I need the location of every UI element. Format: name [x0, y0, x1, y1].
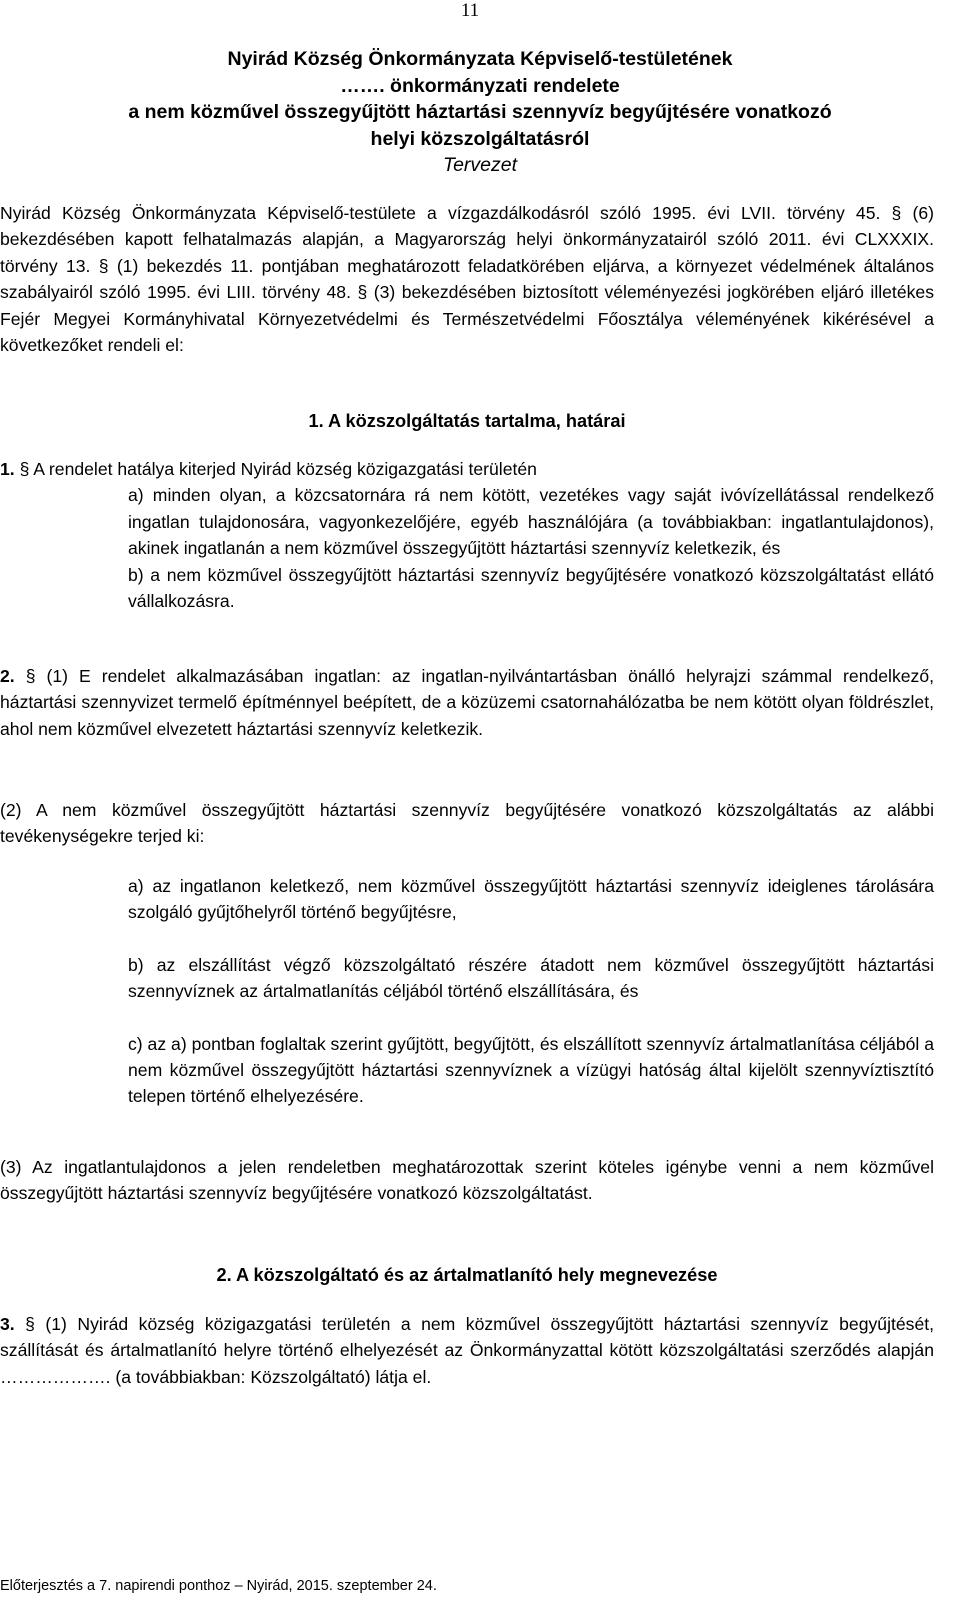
- footer-note: Előterjesztés a 7. napirendi ponthoz – Nyirád, 2015. szeptember 24.: [0, 1578, 437, 1594]
- paragraph-2: [0, 663, 934, 742]
- paragraph-2-text: § (1) E rendelet alkalmazásában ingatlan: az ingatlan-nyilvántartásban önálló helyrajzi számmal rendelkező, háztartási szennyvizet termelő építménnyel beépített, de a közüzemi csatornahálózatba be nem kötött olyan földrészlet, ahol nem közművel elvezetett háztartási szennyvíz keletkezik.: [0, 666, 935, 739]
- paragraph-2-3-text: (3) Az ingatlantulajdonos a jelen rendeletben meghatározottak szerint köteles igénybe venni a nem közművel összegyűjtött háztartási szennyvíz begyűjtésére vonatkozó közszolgáltatást.: [0, 1157, 934, 1204]
- paragraph-3: [0, 1311, 934, 1390]
- paragraph-1: [0, 456, 934, 614]
- draft-label: Tervezet: [442, 154, 518, 176]
- title-line-4: helyi közszolgáltatásról: [370, 127, 590, 150]
- section-2-heading: 2. A közszolgáltató és az ártalmatlanító hely megnevezése: [216, 1265, 718, 1285]
- title-block: [0, 46, 960, 179]
- title-line-2: ……. önkormányzati rendelete: [340, 74, 620, 97]
- title-line-3: a nem közművel összegyűjtött háztartási szennyvíz begyűjtésére vonatkozó: [128, 101, 832, 123]
- activity-c: c) az a) pontban foglaltak szerint gyűjtött, begyűjtött, és elszállított szennyvíz ártalmatlanítása céljából a nem közművel összegyűjtött háztartási szennyvíznek a vízügyi hatóság által kijelölt szennyvíztisztító telepen történő elhelyezésére.: [128, 1033, 934, 1107]
- paragraph-2-subsection-2: [0, 797, 934, 850]
- preamble-text: Nyirád Község Önkormányzata Képviselő-testülete a vízgazdálkodásról szóló 1995. évi LVII. törvény 45. § (6) bekezdésében kapott felhatalmazás alapján, a Magyarország helyi önkormányzatairól szóló 2011. évi CLXXXIX. törvény 13. § (1) bekezdés 11. pontjában meghatározott feladatkörében eljárva, a környezet védelmének általános szabályairól szóló 1995. évi LIII. törvény 48. § (3) bekezdésében biztosított véleményezési jogkörében eljáró illetékes Fejér Megyei Kormányhivatal Környezetvédelmi és Természetvédelmi Főosztálya véleményének kikérésével a következőket rendeli el:: [0, 203, 934, 356]
- paragraph-3-number: 3.: [0, 1314, 15, 1334]
- preamble: [0, 200, 934, 358]
- paragraph-2-2-text: (2) A nem közművel összegyűjtött háztartási szennyvíz begyűjtésére vonatkozó közszolgáltatás az alábbi tevékenységekre terjed ki:: [0, 800, 934, 847]
- item-b: b) a nem közművel összegyűjtött háztartási szennyvíz begyűjtésére vonatkozó közszolgáltatást ellátó vállalkozásra.: [128, 564, 934, 612]
- paragraph-2-number: 2.: [0, 666, 15, 686]
- section-1-heading-block: [0, 408, 934, 434]
- section-1-heading: 1. A közszolgáltatás tartalma, határai: [308, 411, 626, 431]
- paragraph-1-number: 1.: [0, 459, 15, 479]
- activity-list: [0, 873, 934, 1110]
- activity-b: b) az elszállítást végző közszolgáltató részére átadott nem közművel összegyűjtött háztartási szennyvíznek az ártalmatlanítás céljából történő elszállítására, és: [128, 954, 934, 1002]
- activity-a: a) az ingatlanon keletkező, nem közművel összegyűjtött háztartási szennyvíz ideiglenes tárolására szolgáló gyűjtőhelyről történő begyűjtésre,: [128, 876, 934, 923]
- item-a: a) minden olyan, a közcsatornára rá nem kötött, vezetékes vagy saját ivóvízellátással rendelkező ingatlan tulajdonosára, vagyonkezelőjére, egyéb használójára (a továbbiakban: ingatlantulajdonos), akinek ingatlanán a nem közművel összegyűjtött háztartási szennyvíz keletkezik, és: [128, 485, 934, 559]
- section-2-heading-block: [0, 1262, 934, 1288]
- title-line-1: Nyirád Község Önkormányzata Képviselő-testületének: [227, 48, 733, 70]
- paragraph-3-text: § (1) Nyirád község közigazgatási területén a nem közművel összegyűjtött háztartási szennyvíz begyűjtését, szállítását és ártalmatlanító helyre történő elhelyezését az Önkormányzattal kötött közszolgáltatási szerződés alapján ………………. (a továbbiakban: Közszolgáltató) látja el.: [0, 1314, 935, 1387]
- paragraph-2-subsection-3: [0, 1154, 934, 1207]
- page-number: 11: [460, 0, 480, 21]
- paragraph-1-text: § A rendelet hatálya kiterjed Nyirád község közigazgatási területén: [19, 459, 537, 479]
